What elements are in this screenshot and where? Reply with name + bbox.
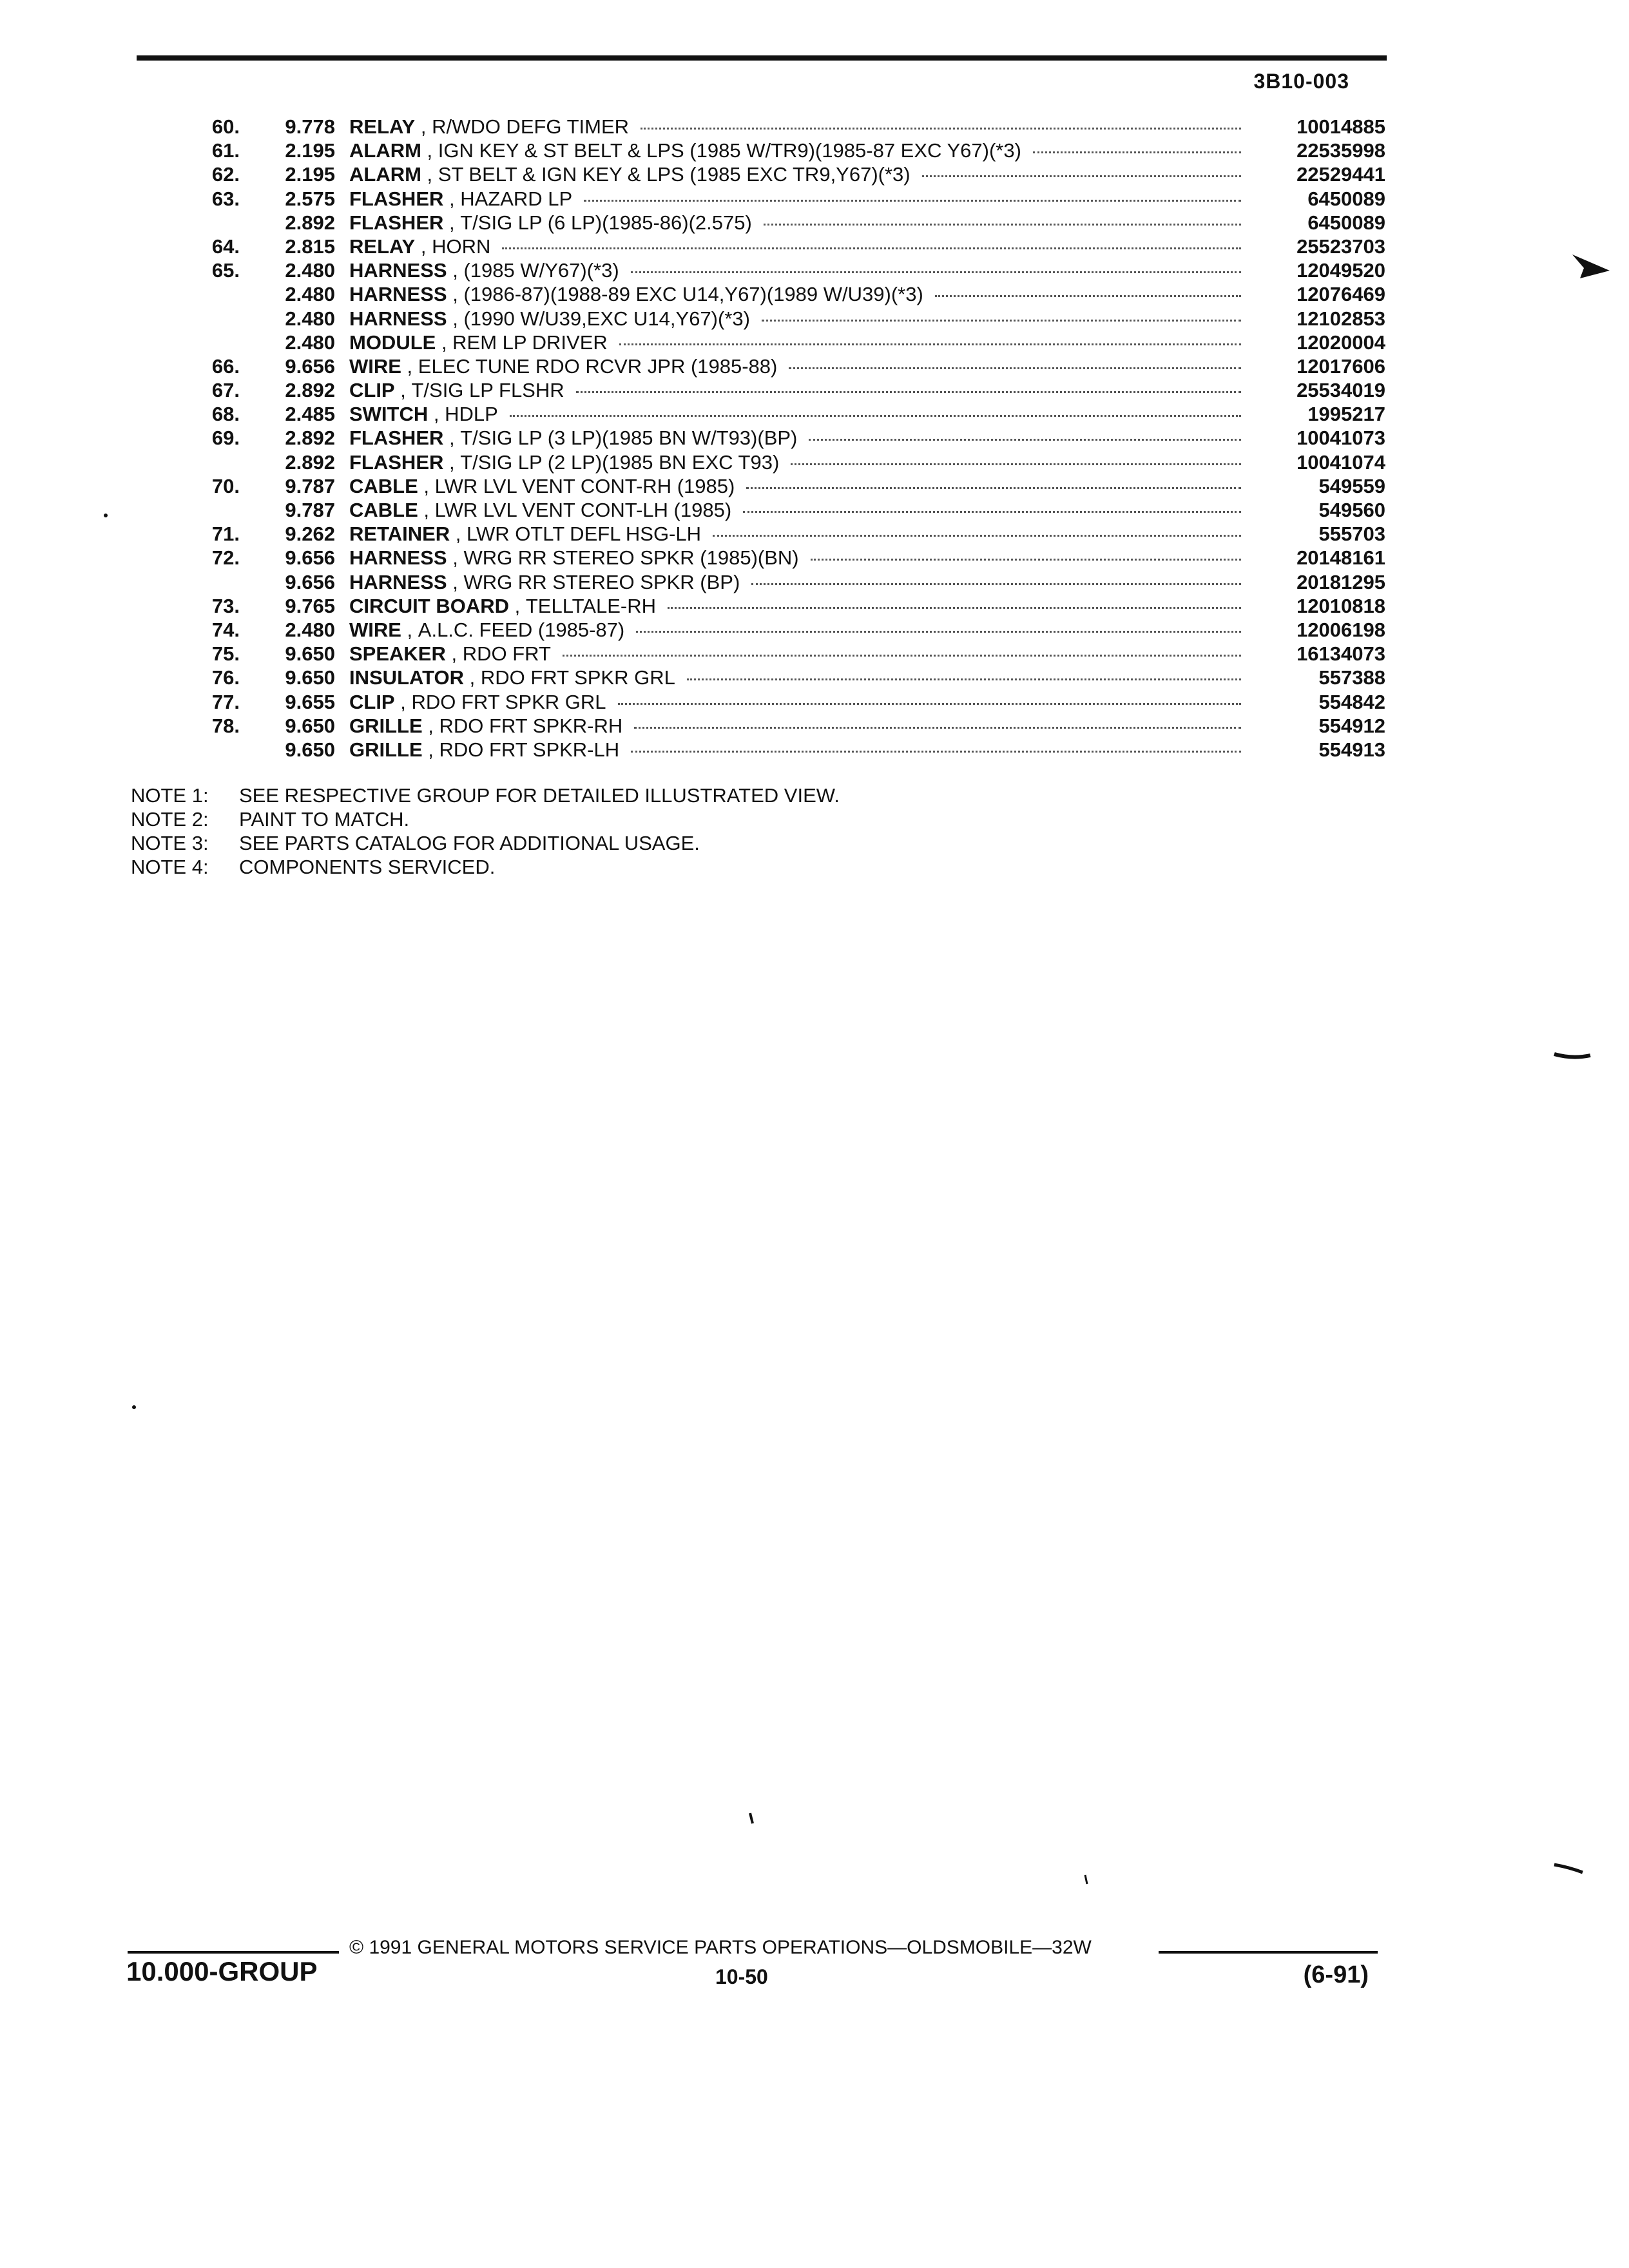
part-name: HARNESS: [349, 307, 447, 330]
part-row: [193, 690, 1385, 714]
part-detail: RDO FRT: [462, 642, 551, 666]
ref-number: 70.: [211, 474, 240, 497]
dot-leader: [791, 463, 1241, 465]
group-number: 2.892: [285, 427, 335, 450]
part-description: [349, 115, 1250, 139]
part-name: SPEAKER: [349, 642, 446, 666]
name-separator: ,: [415, 115, 432, 138]
part-description: [349, 354, 1250, 378]
part-name: HARNESS: [349, 546, 447, 570]
group-number: 2.485: [285, 403, 335, 426]
part-detail: TELLTALE-RH: [525, 594, 656, 617]
dot-leader: [576, 391, 1241, 393]
note-label: NOTE 2:: [131, 808, 209, 831]
note-line: [131, 783, 840, 807]
part-row: [193, 162, 1385, 186]
group-number: 9.656: [285, 354, 335, 378]
part-description: [349, 570, 1250, 594]
part-number: 10014885: [1296, 115, 1385, 138]
part-row: [193, 426, 1385, 450]
top-rule: [137, 55, 1387, 61]
group-number: 2.575: [285, 187, 335, 210]
part-row: [193, 450, 1385, 474]
part-number: 554842: [1318, 690, 1385, 713]
group-number: 2.815: [285, 235, 335, 258]
part-description: [349, 618, 1250, 642]
dot-leader: [687, 678, 1241, 680]
part-detail: LWR LVL VENT CONT-LH (1985): [434, 499, 732, 521]
part-number: 12049520: [1296, 259, 1385, 282]
name-separator: ,: [422, 738, 439, 761]
part-row: [193, 738, 1385, 762]
dot-leader: [743, 511, 1241, 513]
part-detail: HDLP: [445, 403, 498, 426]
note-line: [131, 807, 840, 831]
note-text: SEE PARTS CATALOG FOR ADDITIONAL USAGE.: [239, 832, 700, 854]
part-number: 20148161: [1296, 546, 1385, 570]
dot-leader: [935, 295, 1241, 297]
part-row: [193, 522, 1385, 546]
note-text: SEE RESPECTIVE GROUP FOR DETAILED ILLUSTRATED VIEW.: [239, 784, 840, 807]
group-number: 9.656: [285, 546, 335, 570]
part-name: FLASHER: [349, 211, 444, 234]
part-row: [193, 546, 1385, 570]
name-separator: ,: [443, 427, 461, 450]
ref-number: 60.: [211, 115, 240, 138]
copyright-text: © 1991 GENERAL MOTORS SERVICE PARTS OPERATIONS—OLDSMOBILE—32W: [349, 1937, 1092, 1958]
part-detail: T/SIG LP (6 LP)(1985-86)(2.575): [460, 211, 752, 234]
name-separator: ,: [443, 450, 461, 474]
part-detail: (1985 W/Y67)(*3): [463, 259, 619, 282]
part-row: [193, 354, 1385, 378]
part-detail: (1990 W/U39,EXC U14,Y67)(*3): [463, 307, 750, 330]
ref-number: 66.: [211, 354, 240, 378]
part-name: ALARM: [349, 163, 421, 186]
part-description: [349, 594, 1250, 618]
ref-number: 78.: [211, 714, 240, 737]
name-separator: ,: [445, 642, 463, 666]
part-number: 20181295: [1296, 570, 1385, 593]
date-code: (6-91): [1303, 1961, 1369, 1988]
part-number: 555703: [1318, 523, 1385, 546]
part-detail: T/SIG LP (3 LP)(1985 BN W/T93)(BP): [460, 427, 798, 450]
part-description: [349, 714, 1250, 738]
part-row: [193, 402, 1385, 426]
part-description: [349, 258, 1250, 282]
group-number: 2.892: [285, 450, 335, 474]
dot-leader: [922, 175, 1241, 177]
speck-dot: [103, 513, 108, 518]
part-detail: WRG RR STEREO SPKR (1985)(BN): [463, 546, 799, 570]
dot-leader: [619, 343, 1241, 345]
name-separator: ,: [436, 331, 453, 354]
page-number: 10-50: [715, 1965, 768, 1988]
name-separator: ,: [421, 139, 438, 162]
ref-number: 74.: [211, 618, 240, 641]
part-row: [193, 258, 1385, 282]
margin-arrow-mark: [1572, 251, 1611, 284]
ref-number: 75.: [211, 642, 240, 666]
group-number: 9.650: [285, 642, 335, 666]
part-row: [193, 474, 1385, 498]
part-name: CIRCUIT BOARD: [349, 594, 509, 617]
part-name: CLIP: [349, 690, 395, 713]
group-number: 9.650: [285, 714, 335, 737]
group-number: 9.765: [285, 594, 335, 617]
dot-leader: [510, 415, 1241, 417]
dot-leader: [618, 703, 1242, 705]
part-detail: HORN: [432, 235, 491, 258]
part-number: 25534019: [1296, 379, 1385, 402]
part-description: [349, 426, 1250, 450]
group-number: 9.656: [285, 570, 335, 593]
ref-number: 65.: [211, 259, 240, 282]
name-separator: ,: [447, 259, 464, 282]
part-number: 6450089: [1307, 211, 1385, 234]
part-number: 554912: [1318, 714, 1385, 737]
part-detail: T/SIG LP (2 LP)(1985 BN EXC T93): [460, 450, 780, 474]
dot-leader: [502, 247, 1241, 249]
dot-leader: [713, 535, 1241, 537]
ref-number: 72.: [211, 546, 240, 570]
note-label: NOTE 3:: [131, 832, 209, 854]
part-row: [193, 187, 1385, 211]
part-name: FLASHER: [349, 187, 444, 210]
part-detail: WRG RR STEREO SPKR (BP): [463, 570, 740, 593]
margin-dash-mark: [1553, 1050, 1592, 1061]
part-row: [193, 331, 1385, 354]
dot-leader: [746, 487, 1241, 489]
part-detail: IGN KEY & ST BELT & LPS (1985 W/TR9)(1985-87 EXC Y67)(*3): [438, 139, 1021, 162]
part-name: HARNESS: [349, 259, 447, 282]
ref-number: 63.: [211, 187, 240, 210]
name-separator: ,: [418, 474, 435, 497]
group-number: 2.480: [285, 283, 335, 306]
dot-leader: [1033, 151, 1241, 153]
dot-leader: [751, 583, 1241, 585]
group-number: 2.480: [285, 618, 335, 641]
part-name: INSULATOR: [349, 666, 464, 689]
part-number: 10041074: [1296, 450, 1385, 474]
dot-leader: [584, 200, 1241, 202]
name-separator: ,: [447, 570, 464, 593]
dot-leader: [764, 224, 1241, 226]
part-description: [349, 162, 1250, 186]
name-separator: ,: [447, 283, 464, 306]
part-row: [193, 714, 1385, 738]
dot-leader: [809, 439, 1241, 441]
dot-leader: [563, 655, 1241, 657]
part-name: CABLE: [349, 499, 418, 521]
part-detail: RDO FRT SPKR-LH: [439, 738, 620, 761]
page-code: 3B10-003: [1253, 70, 1349, 93]
part-description: [349, 498, 1250, 522]
footer-rule-left: [128, 1951, 339, 1954]
name-separator: ,: [401, 354, 418, 378]
group-number: 2.892: [285, 379, 335, 402]
part-number: 12076469: [1296, 283, 1385, 306]
name-separator: ,: [450, 523, 467, 546]
part-detail: T/SIG LP FLSHR: [411, 379, 564, 402]
group-number: 2.892: [285, 211, 335, 234]
part-name: GRILLE: [349, 714, 423, 737]
name-separator: ,: [443, 211, 461, 234]
group-number: 9.787: [285, 474, 335, 497]
name-separator: ,: [418, 499, 435, 521]
part-detail: LWR LVL VENT CONT-RH (1985): [434, 474, 735, 497]
part-description: [349, 307, 1250, 331]
note-text: COMPONENTS SERVICED.: [239, 856, 496, 878]
part-name: WIRE: [349, 354, 401, 378]
ref-number: 76.: [211, 666, 240, 689]
dot-leader: [634, 727, 1241, 729]
part-description: [349, 738, 1250, 762]
part-description: [349, 378, 1250, 402]
part-number: 25523703: [1296, 235, 1385, 258]
part-detail: ELEC TUNE RDO RCVR JPR (1985-88): [418, 354, 778, 378]
part-row: [193, 378, 1385, 402]
group-number: 2.195: [285, 139, 335, 162]
part-row: [193, 570, 1385, 594]
name-separator: ,: [422, 714, 439, 737]
part-row: [193, 307, 1385, 331]
part-number: 22535998: [1296, 139, 1385, 162]
group-number: 2.480: [285, 307, 335, 330]
group-number: 9.655: [285, 690, 335, 713]
part-row: [193, 282, 1385, 306]
ref-number: 61.: [211, 139, 240, 162]
part-name: RELAY: [349, 235, 416, 258]
part-description: [349, 642, 1250, 666]
part-row: [193, 666, 1385, 689]
part-description: [349, 211, 1250, 235]
name-separator: ,: [394, 690, 412, 713]
part-name: CABLE: [349, 474, 418, 497]
part-number: 557388: [1318, 666, 1385, 689]
part-description: [349, 139, 1250, 162]
part-description: [349, 235, 1250, 258]
dot-leader: [811, 559, 1241, 561]
footer-rule-right: [1159, 1951, 1378, 1954]
dot-leader: [631, 751, 1241, 753]
part-description: [349, 331, 1250, 354]
part-name: MODULE: [349, 331, 436, 354]
part-description: [349, 450, 1250, 474]
group-label: 10.000-GROUP: [126, 1956, 318, 1986]
name-separator: ,: [401, 618, 418, 641]
part-detail: RDO FRT SPKR GRL: [480, 666, 675, 689]
part-number: 554913: [1318, 738, 1385, 761]
ref-number: 71.: [211, 523, 240, 546]
part-description: [349, 402, 1250, 426]
name-separator: ,: [428, 403, 445, 426]
group-number: 9.650: [285, 666, 335, 689]
dot-leader: [668, 607, 1241, 609]
part-row: [193, 211, 1385, 235]
ref-number: 68.: [211, 403, 240, 426]
part-name: CLIP: [349, 379, 395, 402]
part-row: [193, 618, 1385, 642]
part-number: 549559: [1318, 474, 1385, 497]
note-line: [131, 831, 840, 855]
part-description: [349, 546, 1250, 570]
name-separator: ,: [509, 594, 526, 617]
part-number: 22529441: [1296, 163, 1385, 186]
speck-dot: [131, 1405, 137, 1410]
part-number: 12017606: [1296, 354, 1385, 378]
ref-number: 64.: [211, 235, 240, 258]
part-description: [349, 187, 1250, 211]
ref-number: 77.: [211, 690, 240, 713]
part-name: RETAINER: [349, 523, 450, 546]
dot-leader: [762, 320, 1241, 322]
speck-mark: [1083, 1874, 1090, 1885]
part-row: [193, 235, 1385, 258]
part-name: GRILLE: [349, 738, 423, 761]
part-number: 12006198: [1296, 618, 1385, 641]
name-separator: ,: [421, 163, 438, 186]
note-text: PAINT TO MATCH.: [239, 808, 410, 831]
part-description: [349, 690, 1250, 714]
part-detail: REM LP DRIVER: [452, 331, 608, 354]
part-detail: ST BELT & IGN KEY & LPS (1985 EXC TR9,Y67)(*3): [438, 163, 911, 186]
part-detail: RDO FRT SPKR-RH: [439, 714, 623, 737]
margin-dash-mark-lower: [1553, 1862, 1585, 1875]
part-description: [349, 522, 1250, 546]
part-row: [193, 594, 1385, 618]
part-row: [193, 115, 1385, 139]
ref-number: 73.: [211, 594, 240, 617]
dot-leader: [631, 271, 1241, 273]
part-name: FLASHER: [349, 450, 444, 474]
notes-section: [131, 783, 840, 879]
part-number: 549560: [1318, 499, 1385, 521]
part-name: HARNESS: [349, 570, 447, 593]
part-description: [349, 282, 1250, 306]
group-number: 9.778: [285, 115, 335, 138]
part-number: 1995217: [1307, 403, 1385, 426]
part-detail: A.L.C. FEED (1985-87): [418, 618, 625, 641]
note-label: NOTE 4:: [131, 856, 209, 878]
group-number: 2.480: [285, 259, 335, 282]
part-name: HARNESS: [349, 283, 447, 306]
ref-number: 62.: [211, 163, 240, 186]
part-row: [193, 498, 1385, 522]
ref-number: 67.: [211, 379, 240, 402]
part-detail: R/WDO DEFG TIMER: [432, 115, 630, 138]
part-number: 10041073: [1296, 427, 1385, 450]
part-row: [193, 642, 1385, 666]
name-separator: ,: [415, 235, 432, 258]
part-detail: RDO FRT SPKR GRL: [411, 690, 606, 713]
name-separator: ,: [463, 666, 481, 689]
dot-leader: [641, 128, 1241, 130]
speck-mark: [747, 1812, 755, 1825]
group-number: 9.787: [285, 499, 335, 521]
part-row: [193, 139, 1385, 162]
ref-number: 69.: [211, 427, 240, 450]
part-detail: (1986-87)(1988-89 EXC U14,Y67)(1989 W/U39)(*3): [463, 283, 923, 306]
part-name: WIRE: [349, 618, 401, 641]
group-number: 9.650: [285, 738, 335, 761]
name-separator: ,: [443, 187, 461, 210]
part-name: ALARM: [349, 139, 421, 162]
part-detail: LWR OTLT DEFL HSG-LH: [467, 523, 702, 546]
note-line: [131, 855, 840, 879]
part-number: 6450089: [1307, 187, 1385, 210]
part-description: [349, 666, 1250, 689]
name-separator: ,: [447, 307, 464, 330]
part-name: FLASHER: [349, 427, 444, 450]
note-label: NOTE 1:: [131, 784, 209, 807]
dot-leader: [789, 367, 1241, 369]
part-name: RELAY: [349, 115, 416, 138]
parts-list: [193, 115, 1385, 762]
part-detail: HAZARD LP: [460, 187, 573, 210]
part-number: 16134073: [1296, 642, 1385, 666]
part-name: SWITCH: [349, 403, 429, 426]
group-number: 2.480: [285, 331, 335, 354]
part-number: 12020004: [1296, 331, 1385, 354]
group-number: 2.195: [285, 163, 335, 186]
part-number: 12102853: [1296, 307, 1385, 330]
part-description: [349, 474, 1250, 498]
name-separator: ,: [394, 379, 412, 402]
group-number: 9.262: [285, 523, 335, 546]
name-separator: ,: [447, 546, 464, 570]
dot-leader: [636, 631, 1241, 633]
part-number: 12010818: [1296, 594, 1385, 617]
